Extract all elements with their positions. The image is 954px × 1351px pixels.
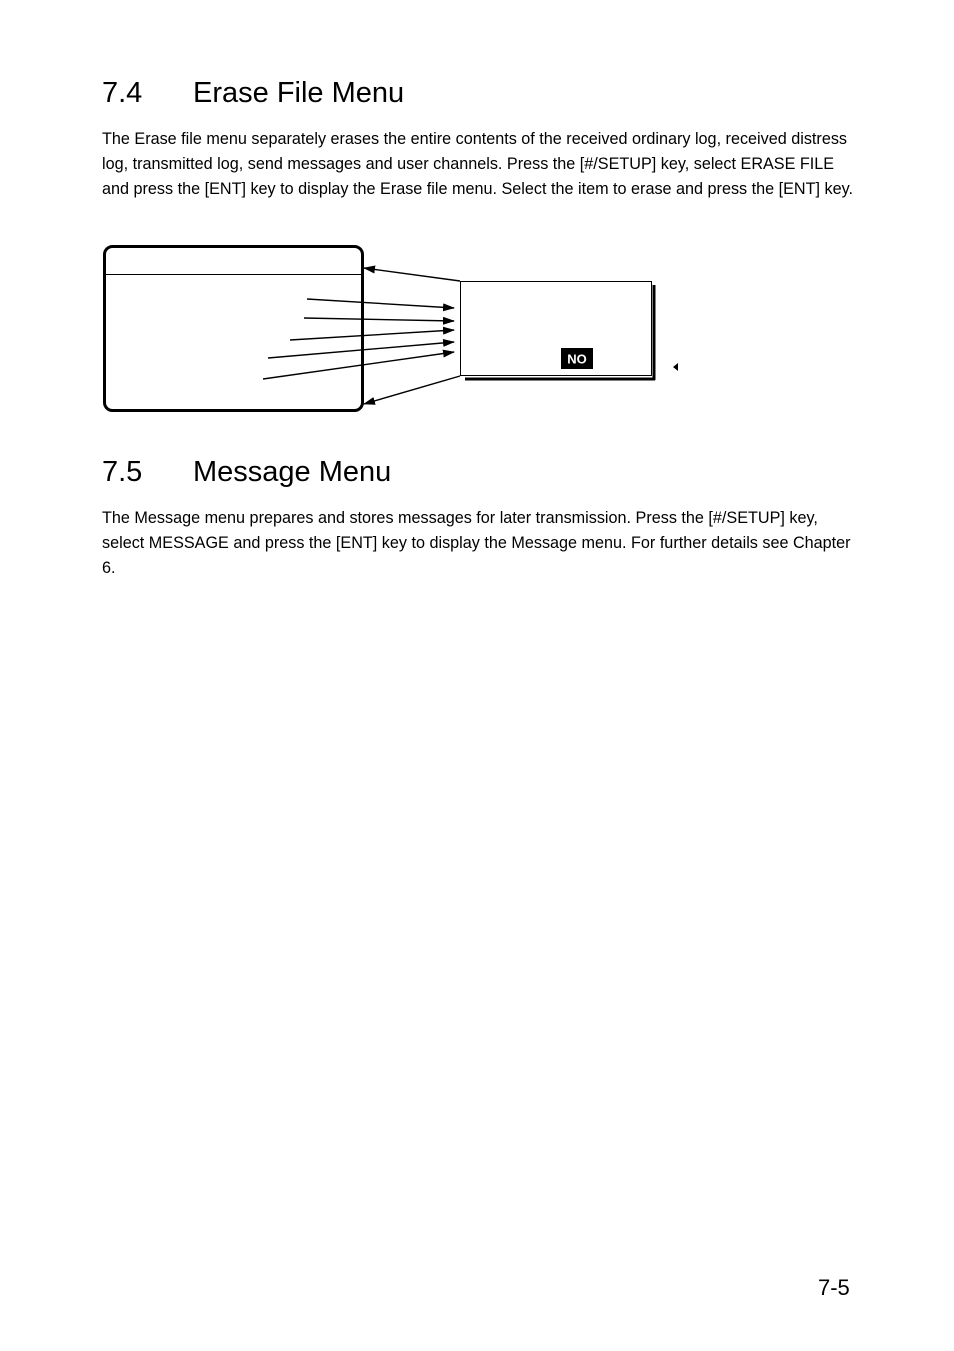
callout-arrow: [364, 376, 460, 404]
no-button-label: NO: [567, 351, 587, 367]
erase-file-menu-screen: [105, 247, 363, 411]
section-number: 7.5: [102, 456, 143, 488]
pointer-triangle-icon: [673, 363, 678, 371]
section-7-4-body: The Erase file menu separately erases the entire contents of the received ordinary log, received distress log, transmitted log, send messages and user channels. Press the [#/SETUP] key, select ERASE FILE and press the [ENT] key to display the Erase file menu. Select the item to erase and press the [ENT] key.: [102, 130, 853, 199]
callout-arrow: [364, 268, 460, 281]
section-7-5-heading: [102, 455, 391, 489]
no-button[interactable]: [561, 348, 593, 369]
section-title: Message Menu: [193, 456, 392, 488]
section-title: Erase File Menu: [193, 77, 405, 109]
page-number: 7-5: [818, 1275, 850, 1300]
section-7-5-body: The Message menu prepares and stores messages for later transmission. Press the [#/SETUP] key, select MESSAGE and press the [ENT] key to display the Message menu. For further details see Chapter 6.: [102, 509, 851, 578]
section-number: 7.4: [102, 77, 143, 109]
confirmation-window: [461, 282, 656, 381]
erase-file-menu-figure: [0, 0, 954, 440]
